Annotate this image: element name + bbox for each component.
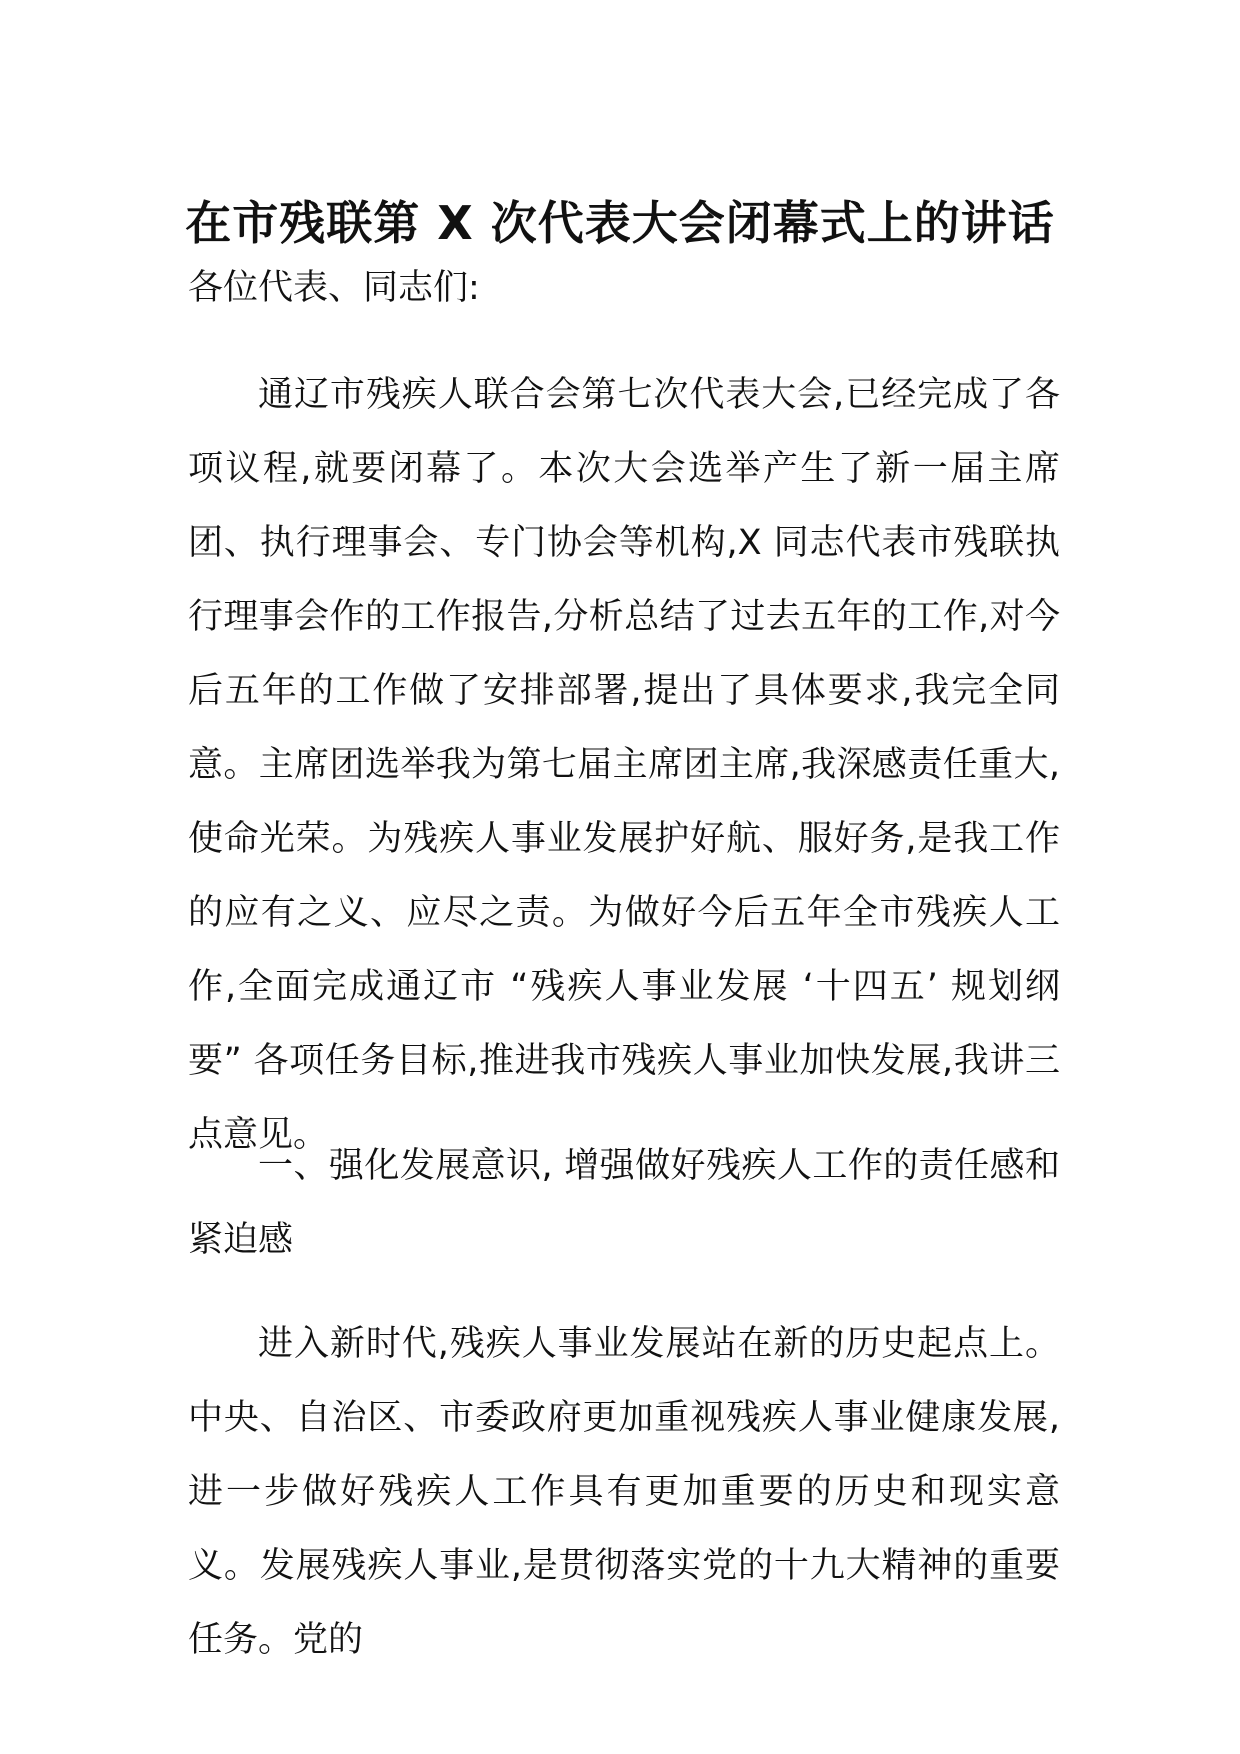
section-heading-1: 一、强化发展意识, 增强做好残疾人工作的责任感和紧迫感 bbox=[188, 1146, 1060, 1260]
paragraph-section-1: 进入新时代,残疾人事业发展站在新的历史起点上。中央、自治区、市委政府更加重视残疾人事业健康发展,进一步做好残疾人工作具有更加重要的历史和现实意义。发展残疾人事业,是贯彻落实党的十九大精神的重要任务。党的 bbox=[188, 1324, 1060, 1660]
document-title: 在市残联第 X 次代表大会闭幕式上的讲话 bbox=[185, 196, 1055, 250]
salutation: 各位代表、同志们: bbox=[188, 268, 480, 308]
paragraph-opening: 通辽市残疾人联合会第七次代表大会,已经完成了各项议程,就要闭幕了。本次大会选举产生了新一届主席团、执行理事会、专门协会等机构,X 同志代表市残联执行理事会作的工作报告,分析总结了过去五年的工作,对今后五年的工作做了安排部署,提出了具体要求,我完全同意。主席团选举我为第七届主席团主席,我深感责任重大,使命光荣。为残疾人事业发展护好航、服好务,是我工作的应有之义、应尽之责。为做好今后五年全市残疾人工作,全面完成通辽市 “残疾人事业发展 ‘十四五’ 规划纲要” 各项任务目标,推进我市残疾人事业加快发展,我讲三点意见。 bbox=[188, 375, 1060, 1155]
